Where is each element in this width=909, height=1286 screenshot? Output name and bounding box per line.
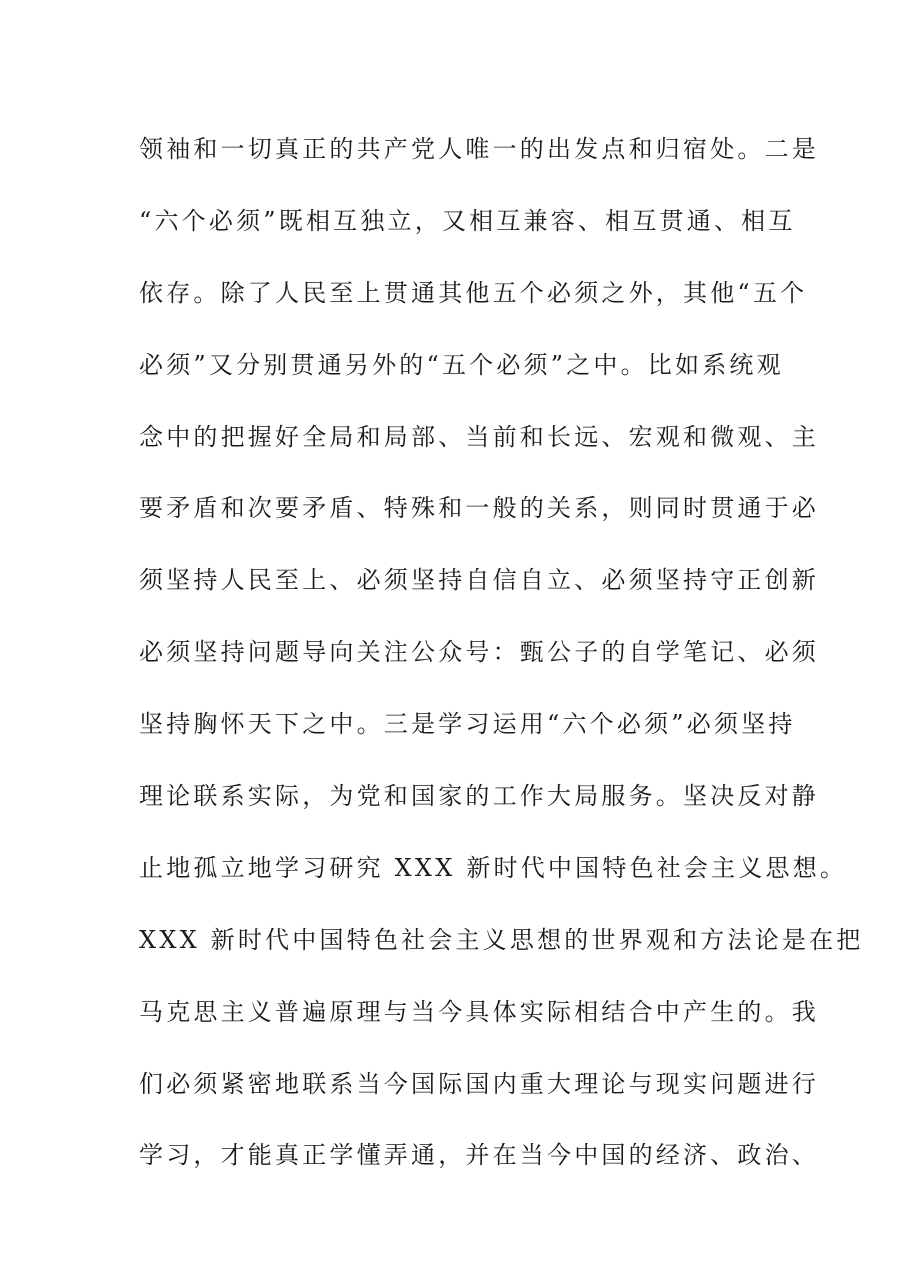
text-line: 须坚持人民至上、必须坚持自信自立、必须坚持守正创新 (139, 566, 819, 595)
text-line: 要矛盾和次要矛盾、特殊和一般的关系，则同时贯通于必 (139, 494, 819, 523)
text-line: XXX 新时代中国特色社会主义思想的世界观和方法论是在把 (139, 925, 864, 954)
body-text (139, 120, 864, 1198)
text-line: 领袖和一切真正的共产党人唯一的出发点和归宿处。二是 (139, 135, 819, 163)
text-line: 依存。除了人民至上贯通其他五个必须之外，其他“五个 (139, 278, 808, 307)
text-line: 止地孤立地学习研究 XXX 新时代中国特色社会主义思想。 (139, 853, 848, 882)
text-line: 马克思主义普遍原理与当今具体实际相结合中产生的。我 (139, 997, 819, 1026)
text-line: 理论联系实际，为党和国家的工作大局服务。坚决反对静 (139, 782, 819, 811)
text-line: 必须坚持问题导向关注公众号：甄公子的自学笔记、必须 (139, 638, 819, 667)
text-line: 必须”又分别贯通另外的“五个必须”之中。比如系统观 (139, 350, 784, 379)
text-line: 坚持胸怀天下之中。三是学习运用“六个必须”必须坚持 (139, 710, 796, 739)
text-line: 们必须紧密地联系当今国际国内重大理论与现实问题进行 (139, 1069, 819, 1098)
text-line: 念中的把握好全局和局部、当前和长远、宏观和微观、主 (139, 422, 819, 451)
text-line: 学习，才能真正学懂弄通，并在当今中国的经济、政治、 (139, 1141, 819, 1170)
text-line: “六个必须”既相互独立，又相互兼容、相互贯通、相互 (139, 206, 796, 235)
